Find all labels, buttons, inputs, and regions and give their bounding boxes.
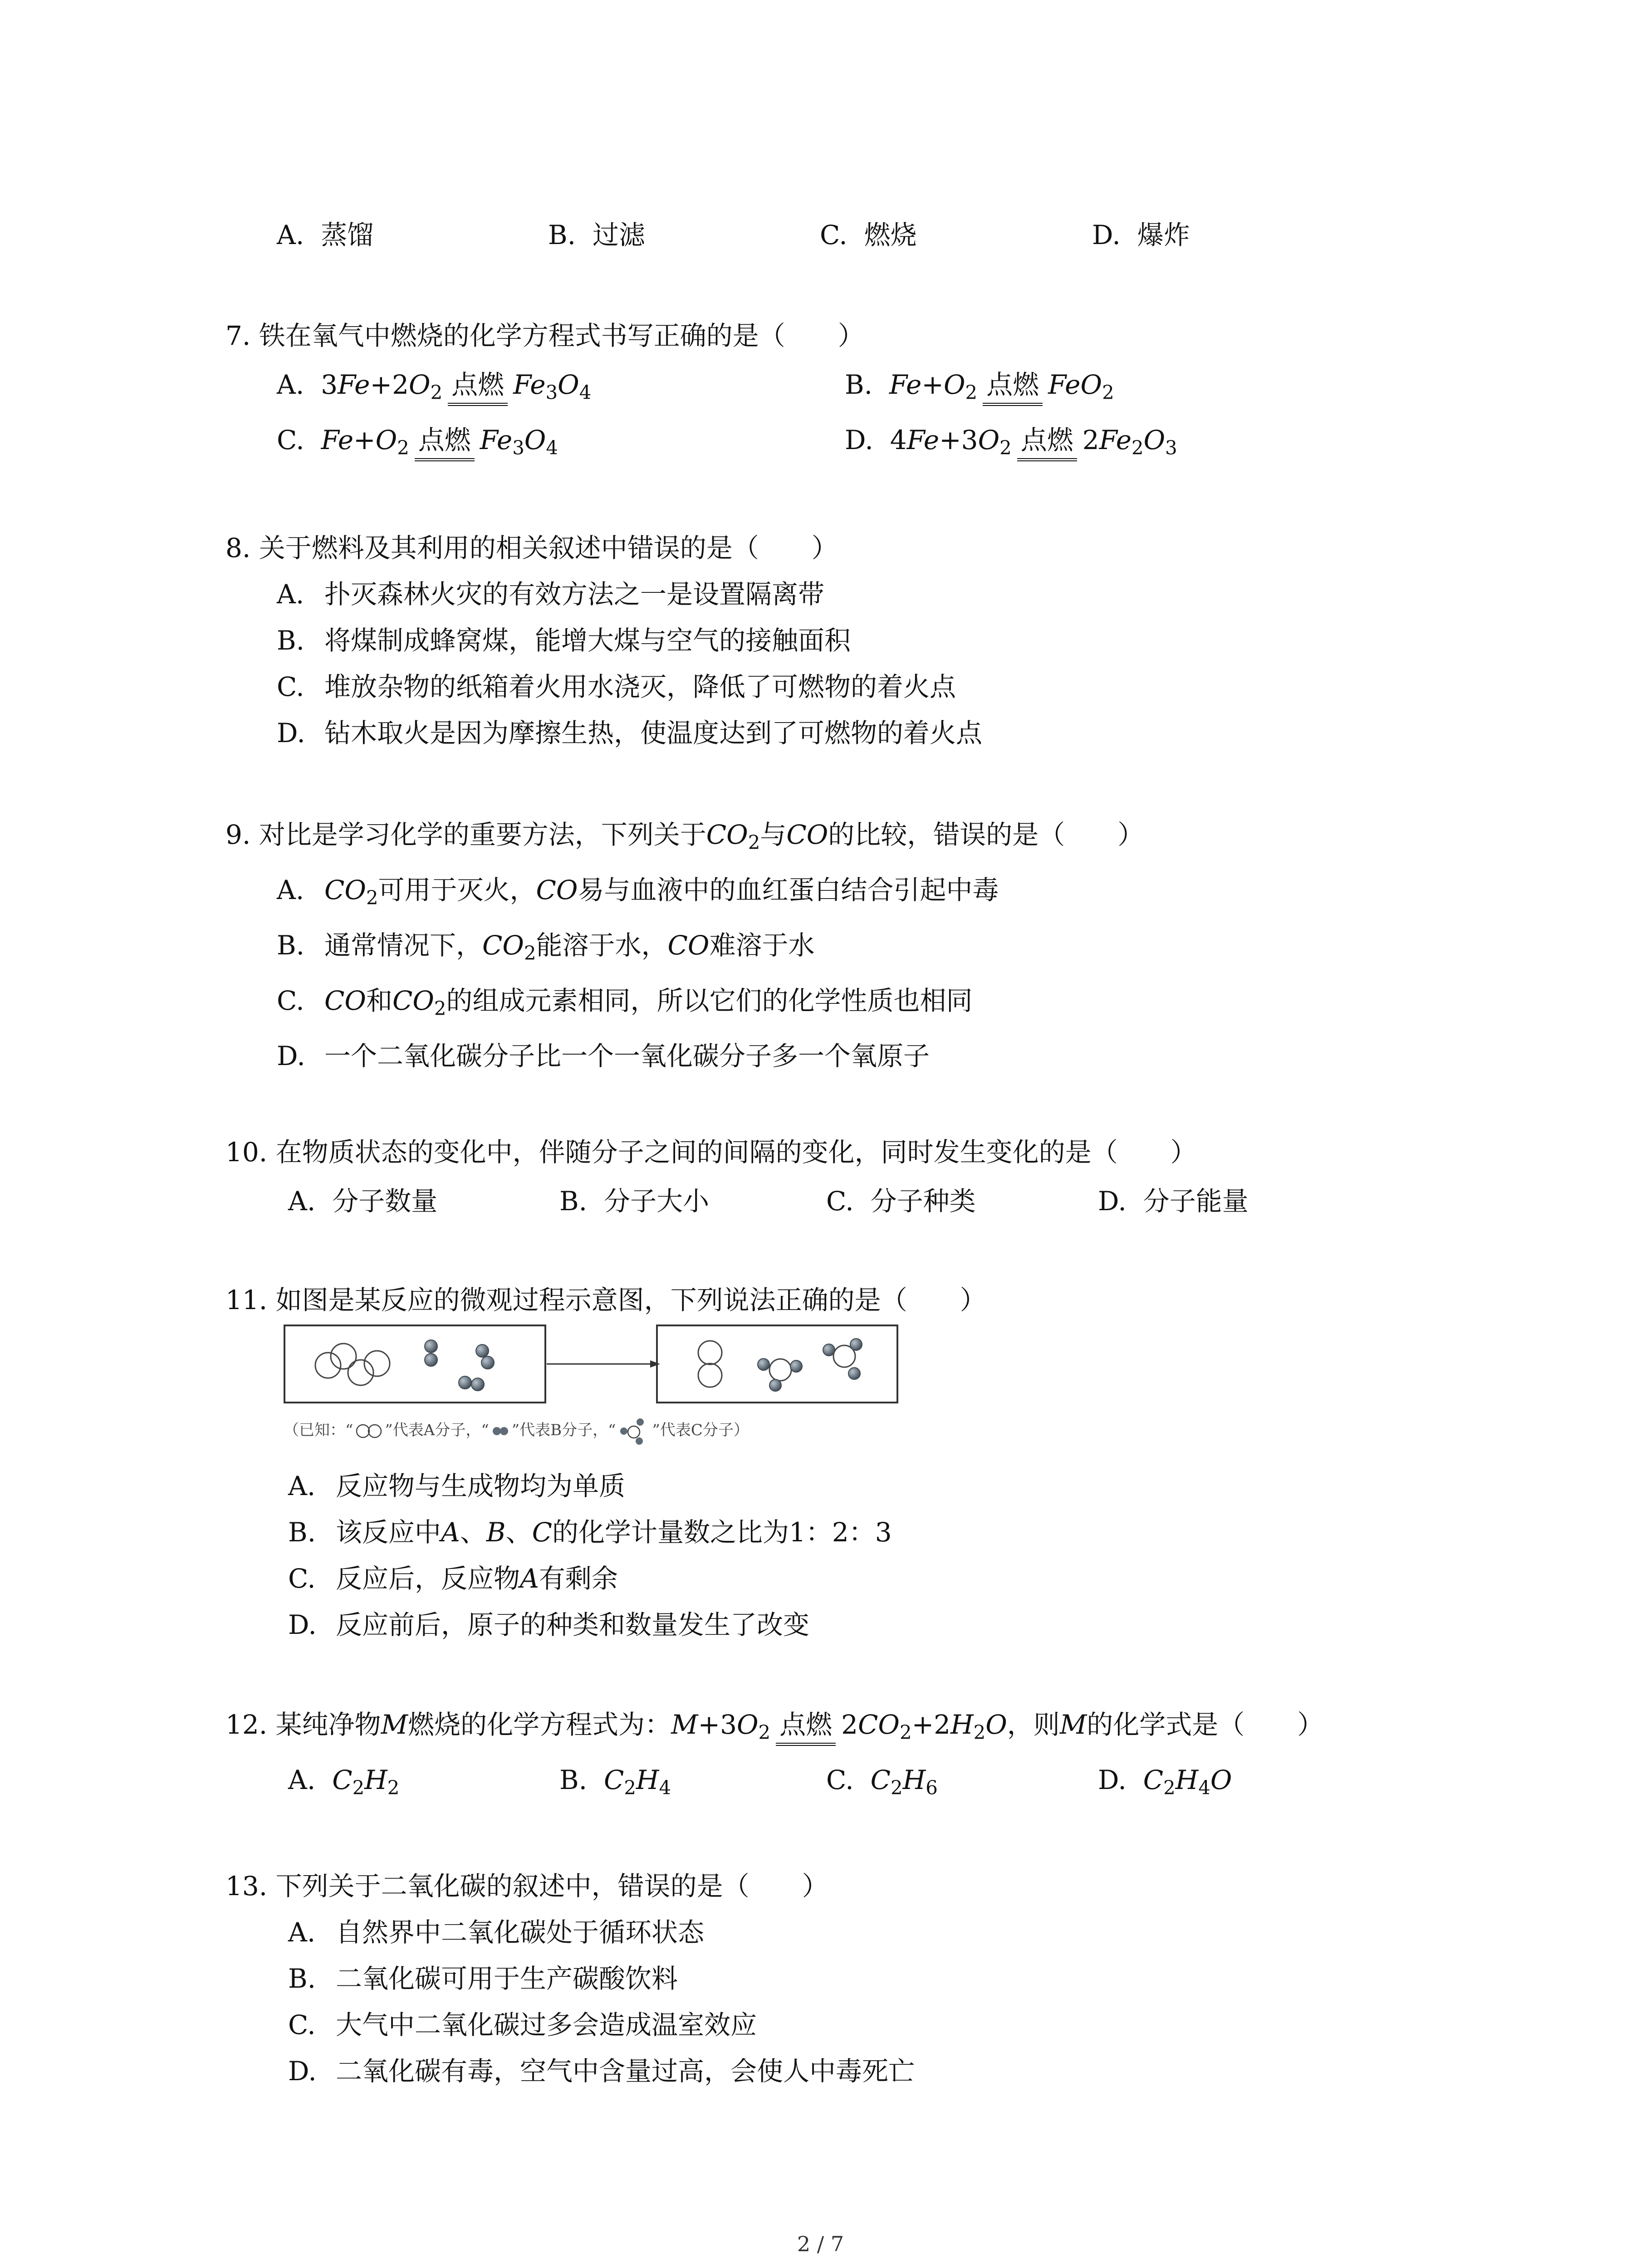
q9-option-a-text2: 易与血液中的血红蛋白结合引起中毒 [578,875,999,905]
q6-option-c-text: 燃烧 [864,220,917,250]
q11-option-c: C. 反应后，反应物A有剩余 [288,1560,618,1597]
q13-option-b [288,1960,678,1997]
q11-option-d-label: D. [288,1609,317,1640]
q9-option-d-label: D. [277,1041,305,1071]
q8-option-d-text: 钻木取火是因为摩擦生热，使温度达到了可燃物的着火点 [324,718,983,748]
q13-option-b-text: 二氧化碳可用于生产碳酸饮料 [336,1963,678,1994]
q7-option-b-label: B. [845,369,873,400]
q11-option-d-text: 反应前后，原子的种类和数量发生了改变 [336,1609,810,1640]
q9-option-c-label: C. [277,985,304,1016]
q9-option-b-text3: 难溶于水 [709,930,815,961]
q9-option-a-text1: 可用于灭火， [378,875,536,905]
q8-option-b-text: 将煤制成蜂窝煤，能增大煤与空气的接触面积 [324,625,851,656]
q12-option-c-label: C. [826,1765,854,1795]
q12-stem-b: 燃烧的化学方程式为： [408,1709,671,1740]
q8-option-a-text: 扑灭森林火灾的有效方法之一是设置隔离带 [324,579,825,610]
q12-option-b-label: B. [559,1765,588,1795]
q9-stem-b: 与 [760,819,787,850]
q11-option-c-label: C. [288,1563,316,1594]
q8-option-c-text: 堆放杂物的纸箱着火用水浇灭，降低了可燃物的着火点 [324,671,956,702]
q10-option-d-label: D. [1098,1186,1127,1217]
q12-option-b: B. $C_2H_4$ [559,1765,671,1799]
q8-option-b-label: B. [277,625,305,656]
q7-option-d-label: D. [845,425,873,455]
q7-option-c-label: C. [277,425,304,455]
q12-stem-a: 12. 某纯净物 [225,1709,381,1740]
q8-option-c-label: C. [277,671,304,702]
q12-option-a-label: A. [288,1765,316,1795]
q7-condition: 点燃 [1017,426,1077,461]
q8-option-a-label: A. [277,579,304,610]
q12-option-c: C. $C_2H_6$ [826,1765,938,1799]
q12-option-d-label: D. [1098,1765,1127,1795]
q9-stem-c: 的比较，错误的是（ ） [828,819,1144,850]
q9-option-c-text2: 的组成元素相同，所以它们的化学性质也相同 [446,985,973,1016]
q8-option-b [277,622,851,659]
q10-stem: 10. 在物质状态的变化中，伴随分子之间的间隔的变化，同时发生变化的是（ ） [225,1137,1197,1168]
product-c-molecule-2 [823,1339,862,1379]
q6-option-d-text: 爆炸 [1137,220,1190,250]
q13-option-d-text: 二氧化碳有毒，空气中含量过高，会使人中毒死亡 [336,2056,915,2087]
legend-b: ”代表A分子，“ [385,1421,489,1439]
reactant-a-molecules [315,1344,390,1385]
q9-option-c: C. CO和$CO_2$的组成元素相同，所以它们的化学性质也相同 [277,982,972,1019]
q6-option-b-text: 过滤 [592,220,645,250]
q9-option-d [277,1038,930,1074]
q10-option-b-label: B. [559,1186,588,1217]
q7-option-b: B. $Fe+O_2$ 点燃 FeO$_2$ [845,367,1114,406]
product-a-molecule [698,1341,722,1387]
q12-condition: 点燃 [776,1711,836,1746]
page-number: 2 / 7 [797,2232,844,2256]
q9-option-b-text1: 通常情况下， [324,930,483,961]
q11-option-a-label: A. [288,1471,316,1501]
q10-option-b-text: 分子大小 [603,1186,709,1217]
q9-option-b-text2: 能溶于水， [536,930,668,961]
q13-option-d [288,2053,915,2089]
q11-option-b-text2: 的化学计量数之比为1：2：3 [552,1517,892,1548]
q9-stem: 9. 对比是学习化学的重要方法，下列关于$CO_2$与CO的比较，错误的是（ ） [225,819,1144,854]
q7-option-a: A. $3Fe+2O_2$ 点燃 $Fe_3O_4$ [277,367,591,406]
reactant-b-molecules [425,1340,494,1391]
q8-option-c [277,669,956,705]
q10-option-a-text: 分子数量 [332,1186,438,1217]
q13-option-b-label: B. [288,1963,316,1994]
legend-a: （已知：“ [284,1421,353,1439]
product-c-molecule-1 [758,1359,802,1391]
q12-option-d: D. $C_2H_4O$ [1098,1765,1232,1799]
q7-option-a-label: A. [277,369,304,400]
q7-stem: 7. 铁在氧气中燃烧的化学方程式书写正确的是（ ） [225,320,864,351]
q9-option-d-text: 一个二氧化碳分子比一个一氧化碳分子多一个氧原子 [324,1041,930,1071]
q11-stem: 11. 如图是某反应的微观过程示意图，下列说法正确的是（ ） [225,1285,986,1315]
legend-c: ”代表B分子，“ [511,1421,616,1439]
q11-option-c-text1: 反应后，反应物 [336,1563,520,1594]
q13-option-c-label: C. [288,2009,316,2040]
q13-option-a-text: 自然界中二氧化碳处于循环状态 [336,1917,705,1948]
q11-option-a-text: 反应物与生成物均为单质 [336,1471,626,1501]
q9-option-a: A. $CO_2$可用于灭火，CO易与血液中的血红蛋白结合引起中毒 [277,872,999,908]
q12-stem: 12. 某纯净物M燃烧的化学方程式为：$M+3O_2$ 点燃 $2CO_2+2H_2O$，则M的化学式是（ ） [225,1706,1323,1746]
q8-option-d [277,715,982,751]
q8-stem: 8. 关于燃料及其利用的相关叙述中错误的是（ ） [225,533,838,563]
q13-option-c [288,2007,757,2043]
legend-b-molecule-icon [489,1423,512,1439]
q12-stem-c: ，则 [1007,1709,1060,1740]
q13-option-a-label: A. [288,1917,316,1948]
q6-option-a-label: A. [277,220,304,250]
q11-option-b-label: B. [288,1517,316,1548]
q9-option-b: B. 通常情况下，$CO_2$能溶于水，CO难溶于水 [277,927,815,963]
q6-option-d-label: D. [1092,220,1121,250]
q10-option-a-label: A. [288,1186,316,1217]
legend-d: ”代表C分子） [652,1421,749,1439]
q10-option-d-text: 分子能量 [1143,1186,1249,1217]
q11-option-b-text1: 该反应中 [336,1517,441,1548]
q13-option-d-label: D. [288,2056,317,2087]
q9-option-a-label: A. [277,875,304,905]
q11-option-d [288,1607,809,1643]
q7-condition: 点燃 [983,371,1043,406]
q7-condition: 点燃 [448,371,508,406]
q8-option-a [277,576,824,612]
legend-c-molecule-icon [616,1418,652,1445]
q11-option-c-text2: 有剩余 [539,1563,618,1594]
q9-option-b-label: B. [277,930,305,961]
q7-option-d: D. $4Fe+3O_2$ 点燃 $2Fe_2O_3$ [845,422,1177,461]
q13-option-c-text: 大气中二氧化碳过多会造成温室效应 [336,2009,757,2040]
reaction-diagram [284,1325,901,1406]
q9-stem-a: 9. 对比是学习化学的重要方法，下列关于 [225,819,706,850]
q6-option-b-label: B. [548,220,576,250]
q12-option-a: A. $C_2H_2$ [288,1765,400,1799]
q8-option-d-label: D. [277,718,305,748]
q10-option-c-text: 分子种类 [870,1186,976,1217]
q6-option-c-label: C. [820,220,847,250]
legend-a-molecule-icon [353,1423,385,1439]
q13-option-a [288,1914,704,1950]
q13-stem: 13. 下列关于二氧化碳的叙述中，错误的是（ ） [225,1871,828,1901]
q6-option-a-text: 蒸馏 [321,220,374,250]
q11-option-a [288,1468,625,1504]
q10-option-c-label: C. [826,1186,854,1217]
q7-condition: 点燃 [415,426,475,461]
reactants-box [284,1325,545,1403]
q12-stem-d: 的化学式是（ ） [1087,1709,1324,1740]
diagram-legend [284,1418,749,1445]
q9-option-c-text1: 和 [366,985,392,1016]
q11-option-b: B. 该反应中A、B、C的化学计量数之比为1：2：3 [288,1514,892,1550]
q7-option-c: C. $Fe+O_2$ 点燃 $Fe_3O_4$ [277,422,558,461]
